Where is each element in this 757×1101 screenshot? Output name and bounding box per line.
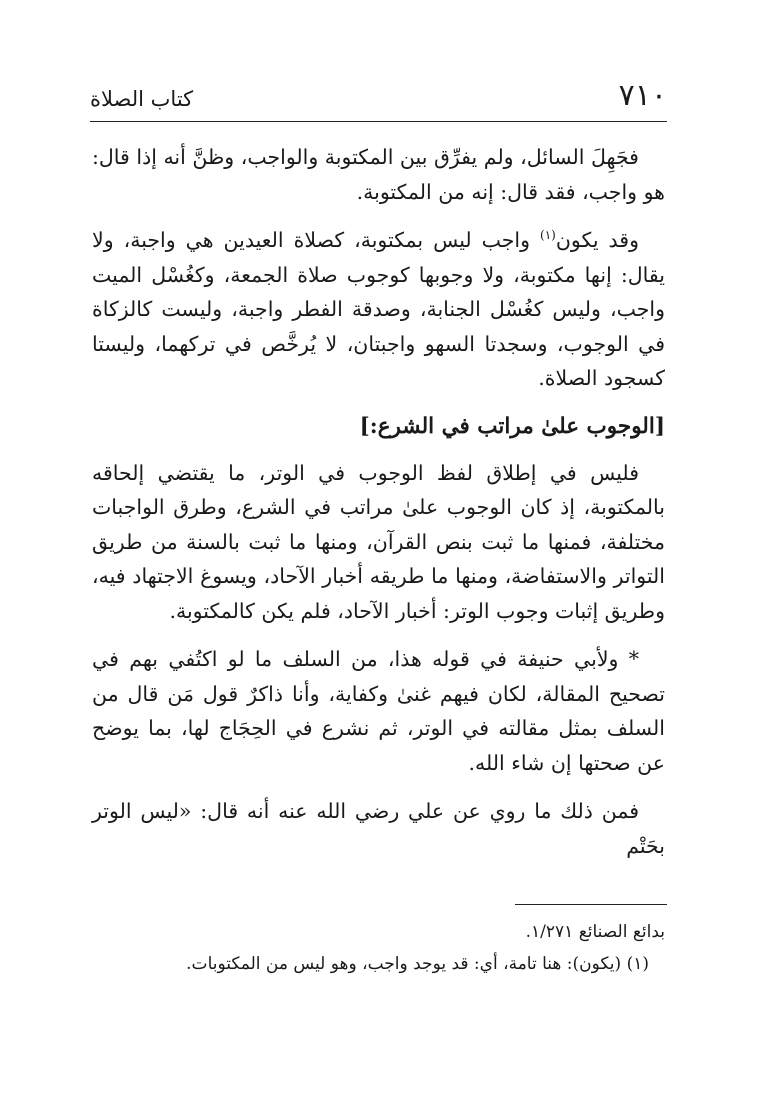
running-title: كتاب الصلاة bbox=[90, 87, 194, 111]
paragraph-5: فمن ذلك ما روي عن علي رضي الله عنه أنه قال: «ليس الوتر بحَتْم bbox=[92, 799, 665, 858]
page-number: ٧١٠ bbox=[618, 78, 667, 113]
footnote-source: بدائع الصنائع ١/٢٧١. bbox=[525, 922, 665, 942]
footnote-divider bbox=[515, 904, 667, 905]
footnote-1: (١) (يكون): هنا تامة، أي: قد يوجد واجب، وهو ليس من المكتوبات. bbox=[186, 954, 649, 974]
footnote-reference[interactable]: (١) bbox=[540, 228, 556, 243]
paragraph-4: * ولأبي حنيفة في قوله هذا، من السلف ما لو اكتُفي بهم في تصحيح المقالة، لكان فيهم غنىٰ وكفاية، وأنا ذاكرٌ قول مَن قال من السلف بمثل مقالته في الوتر، ثم نشرع في الحِجَاج لها، بما يوضح عن صحتها إن شاء الله. bbox=[92, 647, 665, 775]
page-header bbox=[90, 78, 667, 118]
footnotes bbox=[92, 916, 665, 980]
section-heading: [الوجوب علىٰ مراتب في الشرع:] bbox=[359, 413, 665, 439]
paragraph-2 bbox=[92, 223, 665, 396]
paragraph-2-text: واجب ليس بمكتوبة، كصلاة العيدين هي واجبة، ولا يقال: إنها مكتوبة، ولا وجوبها كوجوب صلاة الجمعة، وكغُسْل الميت واجب، وليس كغُسْل الجنابة، وصدقة الفطر واجبة، وليست كالزكاة في الوجوب، وسجدتا السهو واجبتان، لا يُرخَّص في تركهما، وليستا كسجود الصلاة. bbox=[92, 228, 665, 390]
header-rule bbox=[90, 121, 667, 122]
paragraph-2-lead: وقد يكون bbox=[555, 228, 639, 252]
paragraph-3: فليس في إطلاق لفظ الوجوب في الوتر، ما يقتضي إلحاقه بالمكتوبة، إذ كان الوجوب علىٰ مراتب في الشرع، وطرق الواجبات مختلفة، فمنها ما ثبت بنص القرآن، ومنها ما ثبت بالسنة من طريق التواتر والاستفاضة، ومنها ما طريقه أخبار الآحاد، ويسوغ الاجتهاد فيه، وطريق إثبات وجوب الوتر: أخبار الآحاد، فلم يكن كالمكتوبة. bbox=[92, 460, 665, 623]
paragraph-1: فجَهِلَ السائل، ولم يفرِّق بين المكتوبة والواجب، وظنَّ أنه إذا قال: هو واجب، فقد قال: إنه من المكتوبة. bbox=[92, 145, 665, 204]
body-text bbox=[92, 140, 665, 877]
